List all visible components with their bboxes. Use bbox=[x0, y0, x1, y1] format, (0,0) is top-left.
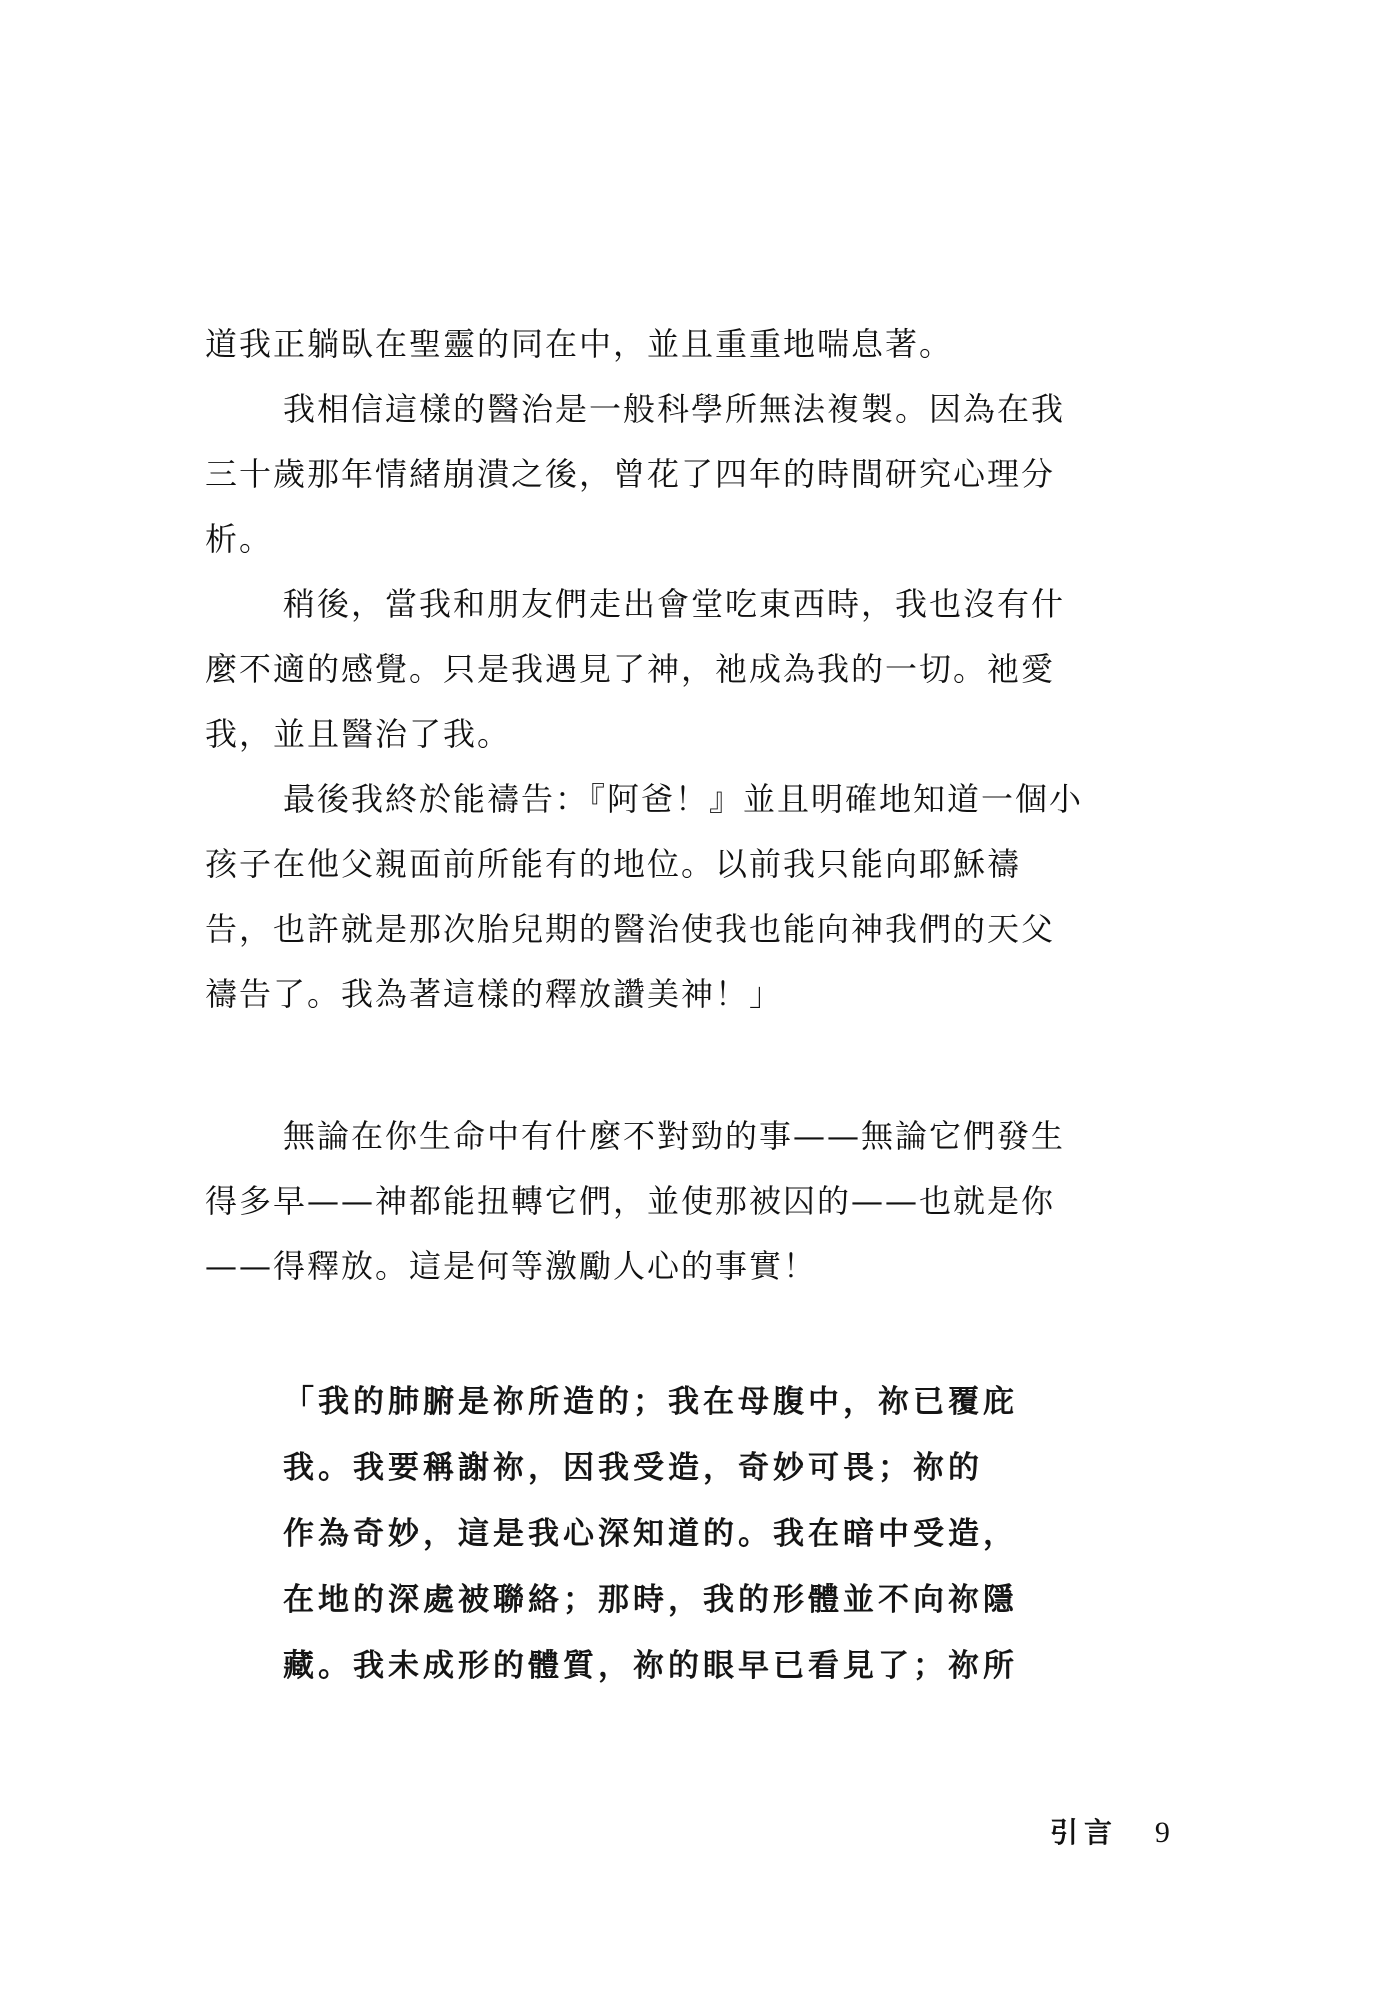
scripture-quote-line: 作為奇妙，這是我心深知道的。我在暗中受造， bbox=[283, 1516, 1018, 1552]
body-line: 告，也許就是那次胎兒期的醫治使我也能向神我們的天父 bbox=[205, 910, 1056, 948]
body-line: 孩子在他父親面前所能有的地位。以前我只能向耶穌禱 bbox=[205, 845, 1022, 883]
scripture-quote-line: 「我的肺腑是祢所造的；我在母腹中，祢已覆庇 bbox=[283, 1384, 1018, 1420]
page-number: 9 bbox=[1154, 1816, 1170, 1849]
scripture-quote-line: 在地的深處被聯絡；那時，我的形體並不向祢隱 bbox=[283, 1582, 1018, 1618]
body-line: 無論在你生命中有什麼不對勁的事——無論它們發生 bbox=[283, 1117, 1066, 1155]
body-line: 析。 bbox=[205, 520, 274, 558]
body-line: 道我正躺臥在聖靈的同在中，並且重重地喘息著。 bbox=[205, 325, 954, 363]
body-line: 稍後，當我和朋友們走出會堂吃東西時，我也沒有什 bbox=[283, 585, 1066, 623]
body-line: 我相信這樣的醫治是一般科學所無法複製。因為在我 bbox=[283, 390, 1066, 428]
body-line: 最後我終於能禱告：『阿爸！』並且明確地知道一個小 bbox=[283, 780, 1084, 818]
body-line: 禱告了。我為著這樣的釋放讚美神！」 bbox=[205, 975, 784, 1013]
scripture-quote-line: 我。我要稱謝祢，因我受造，奇妙可畏；祢的 bbox=[283, 1450, 983, 1486]
body-line: 麼不適的感覺。只是我遇見了神，祂成為我的一切。祂愛 bbox=[205, 650, 1056, 688]
body-line: 三十歲那年情緒崩潰之後，曾花了四年的時間研究心理分 bbox=[205, 455, 1056, 493]
page-footer bbox=[1050, 1813, 1170, 1853]
body-line: 得多早——神都能扭轉它們，並使那被囚的——也就是你 bbox=[205, 1182, 1056, 1220]
running-section-title: 引言 bbox=[1050, 1816, 1119, 1849]
body-line: ——得釋放。這是何等激勵人心的事實！ bbox=[205, 1247, 818, 1285]
body-line: 我，並且醫治了我。 bbox=[205, 715, 512, 753]
scripture-quote-line: 藏。我未成形的體質，祢的眼早已看見了；祢所 bbox=[283, 1648, 1018, 1684]
